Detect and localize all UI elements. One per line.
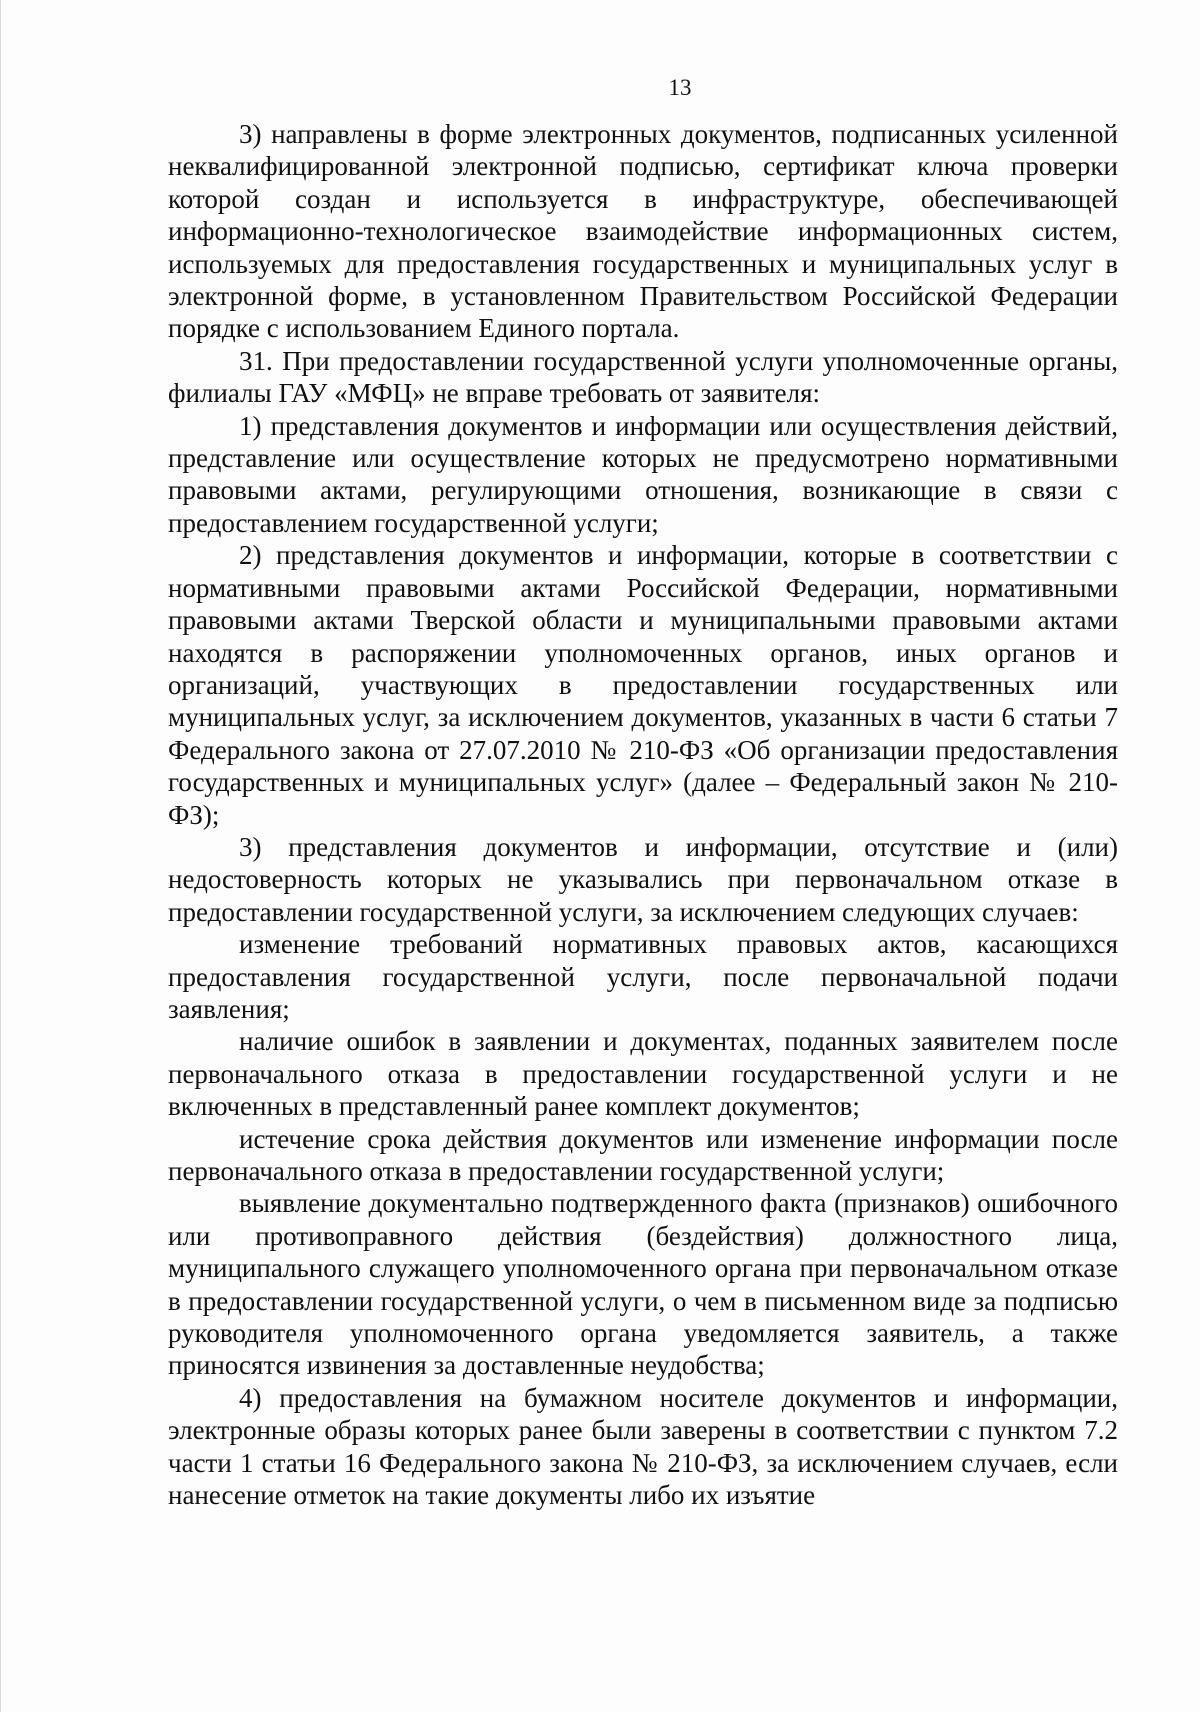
paragraph-case-requirements-change: изменение требований нормативных правовых актов, касающихся предоставления государственной услуги, после первоначальной подачи заявления; [168,929,1118,1024]
scan-edge-line [0,0,1,1712]
document-body [168,118,1118,1511]
paragraph-case-errors: наличие ошибок в заявлении и документах, поданных заявителем после первоначального отказа в предоставлении государственной услуги и не включенных в представленный ранее комплект документов; [168,1026,1118,1122]
paragraph-clause-31: 31. При предоставлении государственной услуги уполномоченные органы, филиалы ГАУ «МФЦ» не вправе требовать от заявителя: [168,345,1118,409]
paragraph-subitem-2: 2) представления документов и информации, которые в соответствии с нормативными правовыми актами Российской Федерации, нормативными правовыми актами Тверской области и муниципальными правовыми актами находятся в распоряжении уполномоченных органов, иных органов и организаций, участвующих в предоставлении государственных или муниципальных услуг, за исключением документов, указанных в части 6 статьи 7 Федерального закона от 27.07.2010 № 210-ФЗ «Об организации предоставления государственных и муниципальных услуг» (далее – Федеральный закон № 210-ФЗ); [168,540,1118,830]
paragraph-subitem-1: 1) представления документов и информации или осуществления действий, представление или осуществление которых не предусмотрено нормативными правовыми актами, регулирующими отношения, возникающие в связи с предоставлением государственной услуги; [168,410,1118,538]
paragraph-subitem-3: 3) представления документов и информации, отсутствие и (или) недостоверность которых не указывались при первоначальном отказе в предоставлении государственной услуги, за исключением следующих случаев: [168,831,1118,927]
paragraph-case-expiration: истечение срока действия документов или изменение информации после первоначального отказа в предоставлении государственной услуги; [168,1123,1118,1186]
paragraph-subitem-4: 4) предоставления на бумажном носителе документов и информации, электронные образы которых ранее были заверены в соответствии с пунктом 7.2 части 1 статьи 16 Федерального закона № 210-ФЗ, за исключением случаев, если нанесение отметок на такие документы либо их изъятие [168,1382,1118,1511]
paragraph-item-3-electronic-documents: 3) направлены в форме электронных документов, подписанных усиленной неквалифицированной электронной подписью, сертификат ключа проверки которой создан и используется в инфраструктуре, обеспечивающей информационно-технологическое взаимодействие информационных систем, используемых для предоставления государственных и муниципальных услуг в электронной форме, в установленном Правительством Российской Федерации порядке с использованием Единого портала. [168,119,1118,344]
page-number: 13 [668,75,692,100]
paragraph-case-misconduct: выявление документально подтвержденного факта (признаков) ошибочного или противоправного действия (бездействия) должностного лица, муниципального служащего уполномоченного органа при первоначальном отказе в предоставлении государственной услуги, о чем в письменном виде за подписью руководителя уполномоченного органа уведомляется заявитель, а также приносятся извинения за доставленные неудобства; [168,1188,1118,1381]
